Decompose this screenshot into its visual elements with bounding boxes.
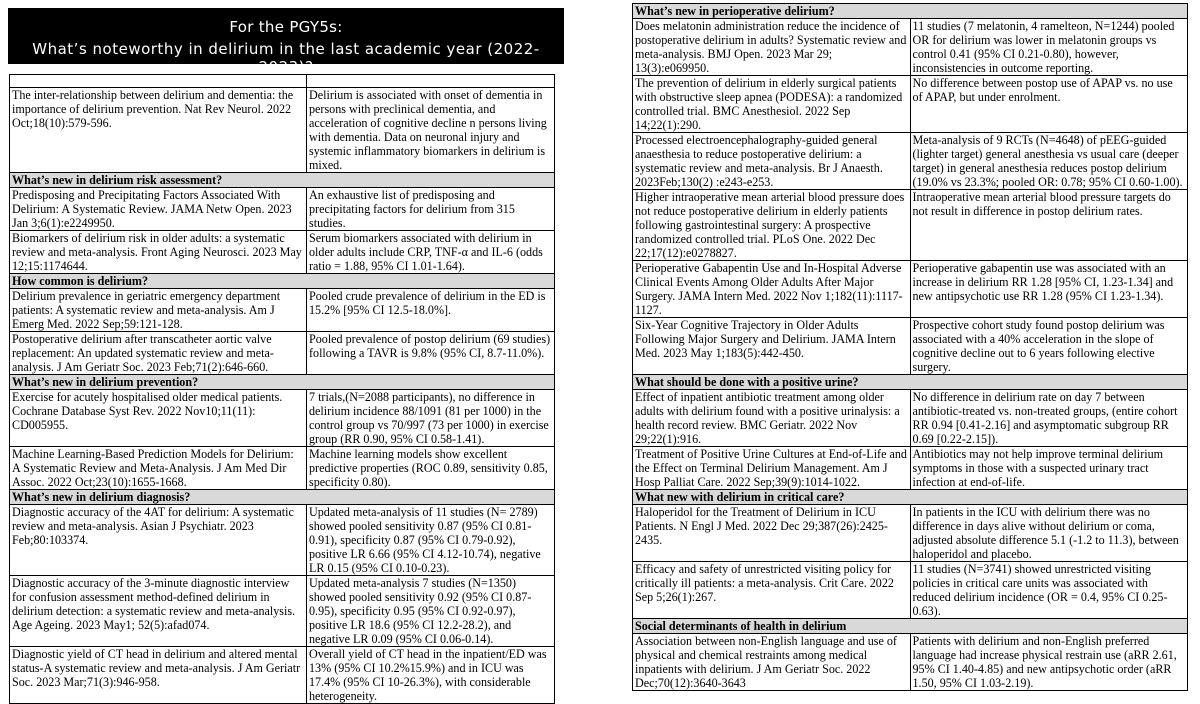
left-table-wrapper: [9, 74, 555, 704]
summary-cell: Serum biomarkers associated with delirium in older adults include CRP, TNF-α and IL-6 (odds ratio = 1.88, 95% CI 1.01-1.64).: [307, 231, 555, 274]
table-row: [10, 647, 555, 704]
citation-cell: Higher intraoperative mean arterial blood pressure does not reduce postoperative delirium in elderly patients following gastrointestinal surgery: A prospective randomized controlled trial. PLoS One. 2022 Dec 22;17(12):e0278827.: [633, 190, 911, 261]
citation-cell: Postoperative delirium after transcatheter aortic valve replacement: An updated systematic review and meta-analysis. J Am Geriatr Soc. 2023 Feb;71(2):646-660.: [10, 332, 307, 375]
citation-cell: Delirium prevalence in geriatric emergency department patients: A systematic review and meta-analysis. Am J Emerg Med. 2022 Sep;59:121-128.: [10, 289, 307, 332]
section-header: What’s new in delirium prevention?: [10, 375, 555, 390]
summary-cell: In patients in the ICU with delirium there was no difference in days alive without delirium or coma, adjusted absolute difference 5.1 (-1.2 to 11.3), between haloperidol and placebo.: [910, 505, 1188, 562]
section-header-row: [10, 375, 555, 390]
section-header: What’s new in delirium risk assessment?: [10, 173, 555, 188]
table-row: [633, 447, 1188, 490]
right-column: [632, 0, 1188, 704]
summary-cell: Machine learning models show excellent predictive properties (ROC 0.89, sensitivity 0.85, specificity 0.80).: [307, 447, 555, 490]
section-header: What new with delirium in critical care?: [633, 490, 1188, 505]
blank-row: [10, 75, 555, 88]
summary-cell: Meta-analysis of 9 RCTs (N=4648) of pEEG-guided (lighter target) general anesthesia vs usual care (deeper target) in general anesthesia reduces postop delirium (19.0% vs 23.3%; pooled OR: 0.78; 95% CI 0.60-1.00).: [910, 133, 1188, 190]
citation-cell: Exercise for acutely hospitalised older medical patients. Cochrane Database Syst Rev. 2022 Nov10;11(11): CD005955.: [10, 390, 307, 447]
summary-cell: Patients with delirium and non-English preferred language had increase physical restrain use (aRR 2.61, 95% CI 1.40-4.85) and new antipsychotic order (aRR 1.50, 95% CI 1.03-2.19).: [910, 634, 1188, 691]
citation-cell: Diagnostic accuracy of the 4AT for delirium: A systematic review and meta-analysis. Asian J Psychiatr. 2023 Feb;80:103374.: [10, 505, 307, 576]
summary-cell: 11 studies (N=3741) showed unrestricted visiting policies in critical care units was associated with reduced delirium incidence (OR = 0.4, 95% CI 0.25-0.63).: [910, 562, 1188, 619]
table-row: [633, 19, 1188, 76]
summary-cell: An exhaustive list of predisposing and precipitating factors for delirium from 315 studies.: [307, 188, 555, 231]
section-header-row: [633, 490, 1188, 505]
table-row: [633, 634, 1188, 691]
citation-cell: Effect of inpatient antibiotic treatment among older adults with delirium found with a positive urinalysis: a health record review. BMC Geriatr. 2022 Nov 29;22(1):916.: [633, 390, 911, 447]
summary-cell: Overall yield of CT head in the inpatient/ED was 13% (95% CI 10.2%15.9%) and in ICU was 17.4% (95% CI 10-26.3%), with considerable heterogeneity.: [307, 647, 555, 704]
summary-cell: No difference in delirium rate on day 7 between antibiotic-treated vs. non-treated groups, (entire cohort RR 0.94 [0.41-2.16] and asymptomatic subgroup RR 0.69 [0.22-2.15]).: [910, 390, 1188, 447]
left-column: [0, 0, 570, 704]
blank-cell: [10, 75, 307, 88]
table-row: [633, 562, 1188, 619]
citation-cell: Treatment of Positive Urine Cultures at End-of-Life and the Effect on Terminal Delirium Management. Am J Hosp Palliat Care. 2022 Sep;39(9):1014-1022.: [633, 447, 911, 490]
table-row: [633, 261, 1188, 318]
summary-cell: Antibiotics may not help improve terminal delirium symptoms in those with a suspected urinary tract infection at end-of-life.: [910, 447, 1188, 490]
citation-cell: Diagnostic accuracy of the 3-minute diagnostic interview for confusion assessment method-defined delirium in delirium detection: a systematic review and meta-analysis. Age Ageing. 2023 May1; 52(5):afad074.: [10, 576, 307, 647]
citation-cell: The prevention of delirium in elderly surgical patients with obstructive sleep apnea (PODESA): a randomized controlled trial. BMC Anesthesiol. 2022 Sep 14;22(1):290.: [633, 76, 911, 133]
summary-cell: 11 studies (7 melatonin, 4 ramelteon, N=1244) pooled OR for delirium was lower in melatonin groups vs control 0.41 (95% CI 0.21-0.80), however, inconsistencies in outcome reporting.: [910, 19, 1188, 76]
table-row: [633, 390, 1188, 447]
citation-cell: Association between non-English language and use of physical and chemical restraints among medical inpatients with delirium. J Am Geriatr Soc. 2022 Dec;70(12):3640-3643: [633, 634, 911, 691]
table-row: [10, 447, 555, 490]
section-header-row: [10, 490, 555, 505]
table-row: [10, 390, 555, 447]
section-header: What’s new in perioperative delirium?: [633, 4, 1188, 19]
right-literature-table: [632, 3, 1188, 691]
citation-cell: Processed electroencephalography-guided general anaesthesia to reduce postoperative delirium: a systematic review and meta-analysis. Br J Anaesth. 2023Feb;130(2) :e243-e253.: [633, 133, 911, 190]
table-row: [10, 188, 555, 231]
summary-cell: Updated meta-analysis 7 studies (N=1350) showed pooled sensitivity 0.92 (95% CI 0.87-0.95), specificity 0.95 (95% CI 0.92-0.97), positive LR 18.6 (95% CI 12.2-28.2), and negative LR 0.09 (95% CI 0.06-0.14).: [307, 576, 555, 647]
citation-cell: Machine Learning-Based Prediction Models for Delirium: A Systematic Review and Meta-Analysis. J Am Med Dir Assoc. 2022 Oct;23(10):1655-1668.: [10, 447, 307, 490]
blank-cell: [307, 75, 555, 88]
table-row: [633, 318, 1188, 375]
table-row: [633, 190, 1188, 261]
left-literature-table: [9, 74, 555, 704]
summary-cell: Perioperative gabapentin use was associated with an increase in delirium RR 1.28 [95% CI, 1.23-1.34] and new antipsychotic use RR 1.28 (95% CI 1.23-1.34).: [910, 261, 1188, 318]
table-row: [10, 231, 555, 274]
summary-cell: No difference between postop use of APAP vs. no use of APAP, but under enrolment.: [910, 76, 1188, 133]
section-header-row: [633, 375, 1188, 390]
table-row: [10, 576, 555, 647]
summary-cell: Pooled prevalence of postop delirium (69 studies) following a TAVR is 9.8% (95% CI, 8.7-11.0%).: [307, 332, 555, 375]
citation-cell: Perioperative Gabapentin Use and In-Hospital Adverse Clinical Events Among Older Adults After Major Surgery. JAMA Intern Med. 2022 Nov 1;182(11):1117-1127.: [633, 261, 911, 318]
citation-cell: Biomarkers of delirium risk in older adults: a systematic review and meta-analysis. Front Aging Neurosci. 2023 May 12;15:1174644.: [10, 231, 307, 274]
summary-cell: Delirium is associated with onset of dementia in persons with preclinical dementia, and acceleration of cognitive decline n persons living with dementia. Data on neuronal injury and systemic inflammatory biomarkers in delirium is mixed.: [307, 88, 555, 173]
banner-line-2: What’s noteworthy in delirium in the last academic year (2022-2023)?: [32, 40, 540, 76]
table-row: [10, 289, 555, 332]
section-header-row: [10, 173, 555, 188]
citation-cell: Six-Year Cognitive Trajectory in Older Adults Following Major Surgery and Delirium. JAMA Intern Med. 2023 May 1;183(5):442-450.: [633, 318, 911, 375]
section-header: Social determinants of health in delirium: [633, 619, 1188, 634]
citation-cell: Does melatonin administration reduce the incidence of postoperative delirium in adults? Systematic review and meta-analysis. BMJ Open. 2023 Mar 29; 13(3):e069950.: [633, 19, 911, 76]
summary-cell: Prospective cohort study found postop delirium was associated with a 40% acceleration in the slope of cognitive decline out to 6 years following elective surgery.: [910, 318, 1188, 375]
title-banner: [8, 8, 564, 76]
section-header: How common is delirium?: [10, 274, 555, 289]
section-header-row: [633, 4, 1188, 19]
citation-cell: Predisposing and Precipitating Factors Associated With Delirium: A Systematic Review. JAMA Netw Open. 2023 Jan 3;6(1):e2249950.: [10, 188, 307, 231]
table-row: [633, 76, 1188, 133]
right-table-wrapper: [632, 3, 1188, 691]
citation-cell: Efficacy and safety of unrestricted visiting policy for critically ill patients: a meta-analysis. Crit Care. 2022 Sep 5;26(1):267.: [633, 562, 911, 619]
table-row: [10, 88, 555, 173]
section-header-row: [633, 619, 1188, 634]
summary-cell: 7 trials,(N=2088 participants), no difference in delirium incidence 88/1091 (81 per 1000) in the control group vs 70/997 (73 per 1000) in exercise group (RR 0.90, 95% CI 0.58-1.41).: [307, 390, 555, 447]
citation-cell: The inter-relationship between delirium and dementia: the importance of delirium prevention. Nat Rev Neurol. 2022 Oct;18(10):579-596.: [10, 88, 307, 173]
table-row: [10, 505, 555, 576]
table-row: [10, 332, 555, 375]
section-header-row: [10, 274, 555, 289]
summary-cell: Updated meta-analysis of 11 studies (N= 2789) showed pooled sensitivity 0.87 (95% CI 0.81-0.91), specificity 0.87 (95% CI 0.79-0.92), positive LR 6.66 (95% CI 4.12-10.74), negative LR 0.15 (95% CI 0.10-0.23).: [307, 505, 555, 576]
table-row: [633, 133, 1188, 190]
summary-cell: Intraoperative mean arterial blood pressure targets do not result in difference in postop delirium rates.: [910, 190, 1188, 261]
section-header: What’s new in delirium diagnosis?: [10, 490, 555, 505]
summary-cell: Pooled crude prevalence of delirium in the ED is 15.2% [95% CI 12.5-18.0%].: [307, 289, 555, 332]
citation-cell: Diagnostic yield of CT head in delirium and altered mental status-A systematic review and meta-analysis. J Am Geriatr Soc. 2023 Mar;71(3):946-958.: [10, 647, 307, 704]
banner-line-1: For the PGY5s:: [229, 18, 343, 36]
table-row: [633, 505, 1188, 562]
section-header: What should be done with a positive urine?: [633, 375, 1188, 390]
citation-cell: Haloperidol for the Treatment of Delirium in ICU Patients. N Engl J Med. 2022 Dec 29;387(26):2425-2435.: [633, 505, 911, 562]
